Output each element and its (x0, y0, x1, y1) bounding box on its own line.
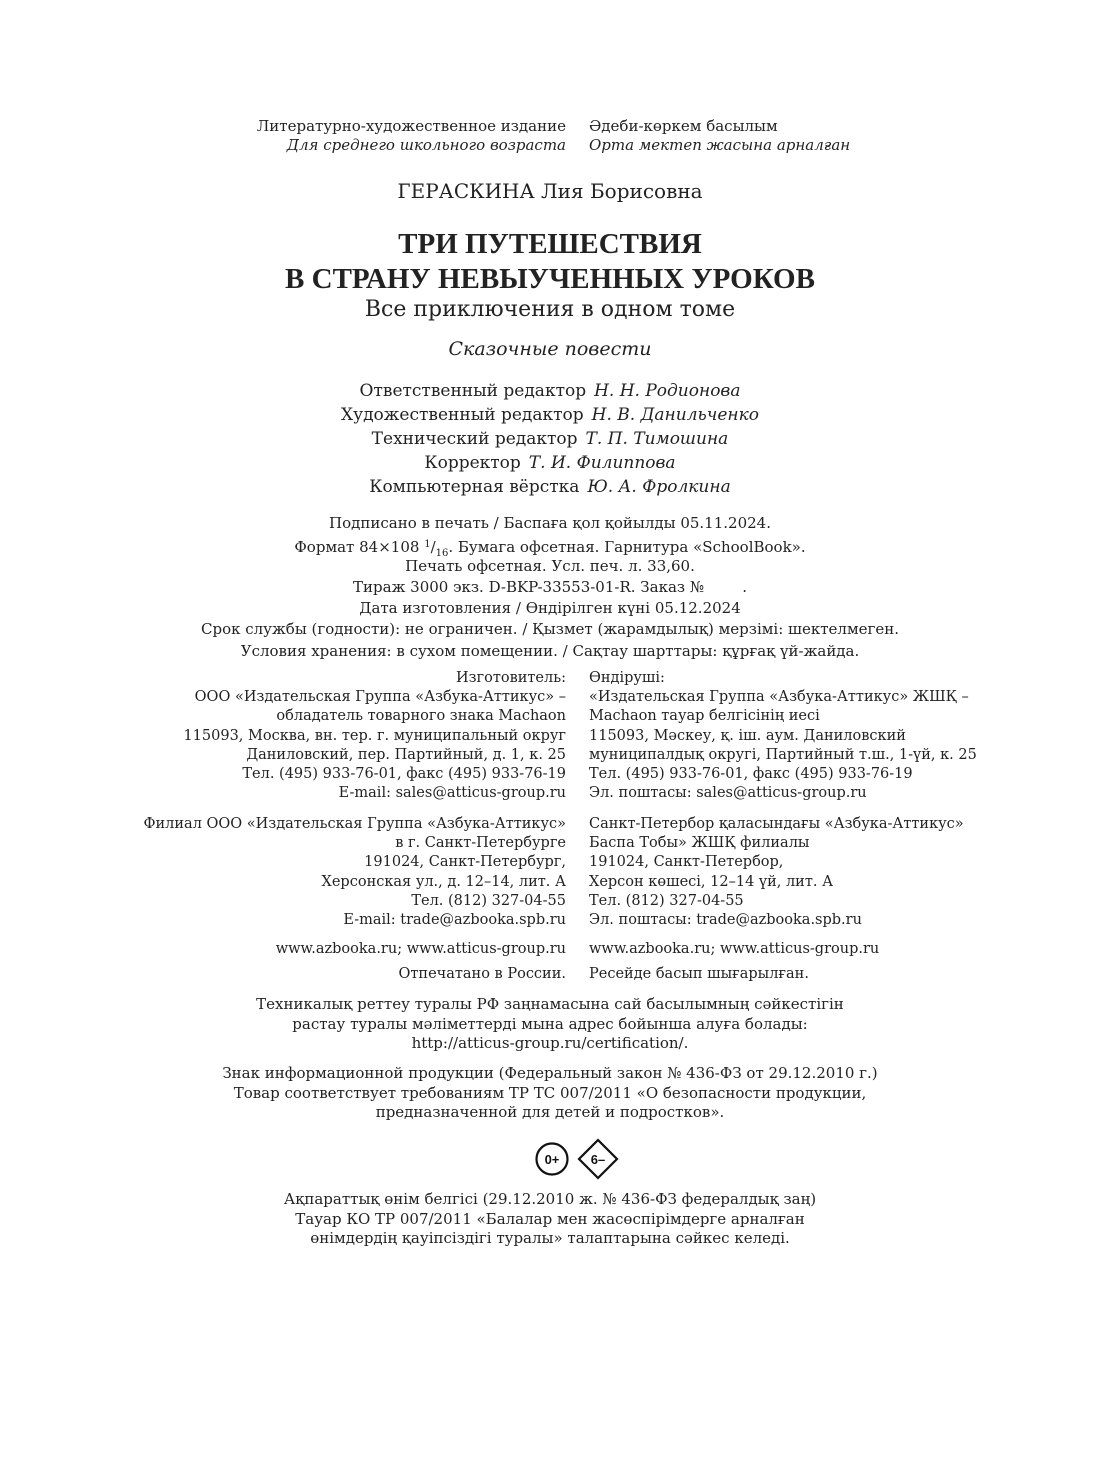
format-size: Формат 84×108 (294, 538, 420, 557)
book-subtitle: Все приключения в одном томе (364, 297, 736, 322)
info-ru-line: Знак информационной продукции (Федеральный закон № 436-ФЗ от 29.12.2010 г.) (222, 1064, 878, 1082)
format-paper: . Бумага офсетная. Гарнитура «SchoolBook». (448, 538, 806, 557)
branch-ru-line: Херсонская ул., д. 12–14, лит. А (321, 873, 566, 890)
manufacturer-ru-line: ООО «Издательская Группа «Азбука-Аттикус» – (194, 689, 566, 706)
certification-url: http://atticus-group.ru/certification/. (411, 1034, 689, 1053)
credit-line (0, 427, 1100, 451)
certification-line: растау туралы мәліметтерді мына адрес бойынша алуға болады: (292, 1014, 808, 1033)
credit-role: Художественный редактор (340, 405, 584, 425)
printed-in-kz: Ресейде басып шығарылған. (589, 966, 809, 982)
certification-note (0, 995, 1100, 1054)
manufacturer-kz-line: Тел. (495) 933-76-01, факс (495) 933-76-19 (589, 765, 913, 782)
manufacturer-kz-line: Өндіруші: (589, 670, 665, 686)
credit-person: Т. И. Филиппова (528, 453, 676, 473)
credit-line (0, 475, 1100, 499)
printed-in-ru: Отпечатано в России. (398, 966, 566, 982)
branch-kz-line: 191024, Санкт-Петербор, (589, 854, 784, 871)
edition-type-ru: Литературно-художественное издание (256, 117, 566, 135)
info-product-ru (0, 1064, 1100, 1123)
credit-role: Компьютерная вёрстка (369, 477, 580, 497)
info-ru-line: предназначенной для детей и подростков». (375, 1103, 725, 1122)
print-type: Печать офсетная. Усл. печ. л. 33,60. (405, 556, 695, 575)
service-life: Срок службы (годности): не ограничен. / Қызмет (жарамдылық) мерзімі: шектелмеген. (201, 620, 899, 639)
info-kz-line: Ақпараттық өнім белгісі (29.12.2010 ж. № 436-ФЗ федералдық заң) (283, 1190, 817, 1208)
branch-kz-email: Эл. поштасы: trade@azbooka.spb.ru (589, 911, 862, 928)
format-line (0, 534, 1100, 560)
manufacturer-ru-email: E-mail: sales@atticus-group.ru (338, 785, 566, 802)
age-rating-marks (530, 1134, 630, 1184)
age-group-kz: Орта мектеп жасына арналған (589, 136, 851, 154)
age-diamond-label: 6– (590, 1152, 606, 1167)
age-circle-icon (537, 1144, 568, 1175)
age-group-ru: Для среднего школьного возраста (286, 136, 566, 154)
branch-ru-line: Филиал ООО «Издательская Группа «Азбука-Аттикус» (143, 816, 566, 832)
storage-conditions: Условия хранения: в сухом помещении. / Сақтау шарттары: құрғақ үй-жайда. (240, 641, 860, 660)
credit-person: Т. П. Тимошина (585, 429, 729, 449)
print-run: Тираж 3000 экз. D-BKP-33553-01-R. Заказ № . (353, 577, 747, 596)
branch-kz-line: Тел. (812) 327-04-55 (589, 892, 744, 909)
credit-line (0, 451, 1100, 475)
credit-person: Н. В. Данильченко (591, 405, 760, 425)
manufacturer-ru-line: 115093, Москва, вн. тер. г. муниципальный округ (183, 727, 566, 744)
age-circle-label: 0+ (544, 1152, 560, 1167)
manufacturer-kz-line: 115093, Мәскеу, қ. іш. аум. Даниловский (589, 727, 906, 744)
format-slash: / (430, 538, 436, 557)
signed-date: Подписано в печать / Баспаға қол қойылды 05.11.2024. (329, 514, 771, 532)
branch-kz-line: Херсон көшесі, 12–14 үй, лит. А (589, 873, 834, 890)
book-title-line-2: В СТРАНУ НЕВЫУЧЕННЫХ УРОКОВ (285, 263, 815, 295)
info-ru-line: Товар соответствует требованиям ТР ТС 007/2011 «О безопасности продукции, (233, 1083, 867, 1102)
credit-person: Ю. А. Фролкина (587, 477, 731, 497)
credit-line (0, 403, 1100, 427)
certification-line: Техникалық реттеу туралы РФ заңнамасына сай басылымның сәйкестігін (256, 995, 844, 1013)
format-denominator: 16 (435, 548, 449, 560)
manufacture-date: Дата изготовления / Өндірілген күні 05.12.2024 (359, 599, 741, 618)
branch-ru-line: в г. Санкт-Петербурге (395, 835, 566, 852)
print-details (0, 513, 1100, 662)
credit-role: Технический редактор (371, 429, 578, 449)
manufacturer-kz-line: «Издательская Группа «Азбука-Аттикус» ЖШҚ – (589, 689, 969, 706)
branch-kz-line: Санкт-Петербор қаласындағы «Азбука-Аттикус» (589, 816, 964, 832)
info-product-kz (0, 1190, 1100, 1249)
manufacturer-ru-line: Тел. (495) 933-76-01, факс (495) 933-76-19 (242, 765, 566, 782)
branch-kz-line: Баспа Тобы» ЖШҚ филиалы (589, 835, 810, 852)
credits (0, 379, 1100, 499)
website-kz: www.azbooka.ru; www.atticus-group.ru (589, 941, 880, 957)
info-kz-line: өнімдердің қауіпсіздігі туралы» талаптарына сәйкес келеді. (310, 1229, 790, 1248)
branch-ru-line: Тел. (812) 327-04-55 (411, 892, 566, 909)
manufacturer-kz-line: муниципалдық округі, Партийный т.ш., 1-үй, к. 25 (589, 746, 977, 763)
manufacturer-ru-line: Даниловский, пер. Партийный, д. 1, к. 25 (246, 746, 566, 763)
manufacturer-ru-line: обладатель товарного знака Machaon (276, 708, 566, 725)
book-genre: Сказочные повести (448, 338, 652, 360)
credit-line (0, 379, 1100, 403)
book-title-line-1: ТРИ ПУТЕШЕСТВИЯ (398, 228, 702, 260)
info-kz-line: Тауар КО ТР 007/2011 «Балалар мен жасөспірімдерге арналған (295, 1209, 805, 1228)
manufacturer-ru-line: Изготовитель: (455, 670, 566, 686)
credit-person: Н. Н. Родионова (594, 381, 741, 401)
credit-role: Корректор (424, 453, 521, 473)
branch-ru-email: E-mail: trade@azbooka.spb.ru (343, 911, 566, 928)
format-numerator: 1 (424, 539, 431, 551)
author-name: ГЕРАСКИНА Лия Борисовна (397, 179, 703, 203)
website-ru: www.azbooka.ru; www.atticus-group.ru (275, 941, 566, 957)
branch-ru-line: 191024, Санкт-Петербург, (364, 854, 566, 871)
credit-role: Ответственный редактор (359, 381, 587, 401)
age-diamond-icon (579, 1140, 617, 1178)
edition-type-kz: Әдеби-көркем басылым (589, 117, 778, 135)
manufacturer-kz-line: Machaon тауар белгісінің иесі (589, 708, 820, 725)
manufacturer-kz-email: Эл. поштасы: sales@atticus-group.ru (589, 785, 867, 802)
